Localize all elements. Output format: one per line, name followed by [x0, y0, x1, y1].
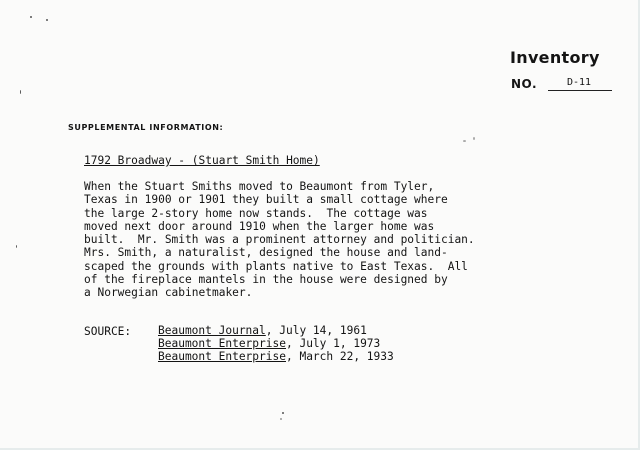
body-line: the large 2-story home now stands. The cottage was [84, 206, 428, 220]
body-line: a Norwegian cabinetmaker. [84, 286, 253, 300]
body-line: built. Mr. Smith was a prominent attorney and politician. [84, 233, 475, 247]
scan-speck [20, 90, 21, 94]
body-line: moved next door around 1910 when the larger home was [84, 219, 435, 233]
body-line: When the Stuart Smiths moved to Beaumont from Tyler, [84, 180, 435, 193]
scan-speck [16, 245, 17, 248]
body-line: Mrs. Smith, a naturalist, designed the house and land- [84, 246, 448, 260]
scan-speck [473, 137, 475, 140]
source-date: , March 22, 1933 [285, 349, 394, 363]
inventory-title: Inventory [510, 48, 600, 67]
scan-speck [282, 412, 284, 414]
source-date: , July 1, 1973 [285, 336, 381, 350]
source-label: SOURCE: [84, 325, 132, 338]
scan-speck [463, 140, 466, 142]
scan-speck [280, 418, 282, 420]
scan-speck [30, 16, 32, 18]
body-line: of the fireplace mantels in the house were designed by [84, 273, 448, 287]
inventory-number-value: D-11 [567, 77, 592, 88]
source-publication: Beaumont Enterprise [158, 349, 286, 363]
scan-speck [46, 19, 48, 21]
property-heading: 1792 Broadway - (Stuart Smith Home) [84, 154, 320, 167]
supplemental-information-label: SUPPLEMENTAL INFORMATION: [68, 123, 224, 132]
source-date: , July 14, 1961 [265, 324, 367, 337]
source-list [158, 325, 394, 363]
source-entry [158, 351, 394, 364]
body-line: Texas in 1900 or 1901 they built a small cottage where [84, 193, 448, 207]
inventory-number-underline [548, 90, 612, 91]
source-publication: Beaumont Journal [158, 324, 266, 337]
inventory-number-label: NO. [511, 77, 538, 91]
source-publication: Beaumont Enterprise [158, 336, 286, 350]
body-line: scaped the grounds with plants native to East Texas. All [84, 259, 468, 273]
body-paragraph [84, 180, 554, 300]
